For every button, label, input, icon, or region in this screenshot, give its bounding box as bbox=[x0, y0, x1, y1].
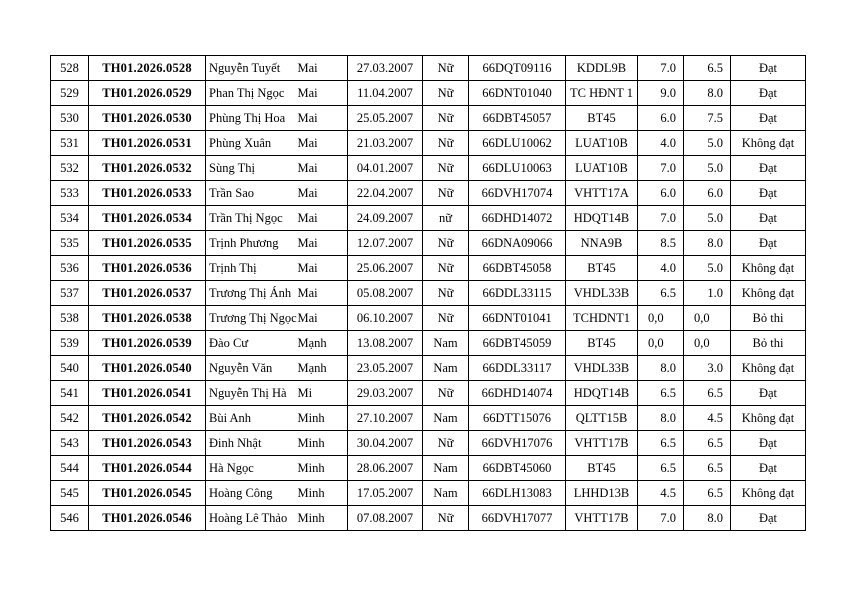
table-row bbox=[51, 281, 806, 306]
cell-row-number: 546 bbox=[51, 506, 89, 531]
cell-row-number: 535 bbox=[51, 231, 89, 256]
cell-student-code: 66DBT45058 bbox=[469, 256, 566, 281]
cell-given-name: Mai bbox=[296, 281, 348, 306]
table-row bbox=[51, 81, 806, 106]
cell-class-code: BT45 bbox=[566, 106, 638, 131]
cell-date-of-birth: 13.08.2007 bbox=[348, 331, 423, 356]
cell-gender: Nữ bbox=[423, 256, 469, 281]
cell-family-name: Phùng Xuân bbox=[206, 131, 296, 156]
cell-row-number: 538 bbox=[51, 306, 89, 331]
cell-family-name: Nguyễn Văn bbox=[206, 356, 296, 381]
cell-class-code: TCHDNT1 bbox=[566, 306, 638, 331]
cell-given-name: Mai bbox=[296, 56, 348, 81]
cell-candidate-id: TH01.2026.0538 bbox=[89, 306, 206, 331]
table-row bbox=[51, 306, 806, 331]
cell-student-code: 66DDL33117 bbox=[469, 356, 566, 381]
table-row bbox=[51, 256, 806, 281]
cell-gender: Nữ bbox=[423, 106, 469, 131]
table-row bbox=[51, 431, 806, 456]
cell-candidate-id: TH01.2026.0540 bbox=[89, 356, 206, 381]
cell-student-code: 66DTT15076 bbox=[469, 406, 566, 431]
table-row bbox=[51, 106, 806, 131]
cell-gender: Nữ bbox=[423, 56, 469, 81]
cell-gender: Nữ bbox=[423, 281, 469, 306]
cell-gender: Nữ bbox=[423, 156, 469, 181]
cell-date-of-birth: 22.04.2007 bbox=[348, 181, 423, 206]
cell-gender: Nữ bbox=[423, 231, 469, 256]
cell-gender: nữ bbox=[423, 206, 469, 231]
cell-student-code: 66DHD14072 bbox=[469, 206, 566, 231]
cell-family-name: Đinh Nhật bbox=[206, 431, 296, 456]
cell-student-code: 66DHD14074 bbox=[469, 381, 566, 406]
cell-gender: Nam bbox=[423, 356, 469, 381]
cell-result: Không đạt bbox=[731, 131, 806, 156]
cell-given-name: Mạnh bbox=[296, 356, 348, 381]
cell-class-code: VHDL33B bbox=[566, 356, 638, 381]
cell-result: Đạt bbox=[731, 156, 806, 181]
cell-date-of-birth: 27.03.2007 bbox=[348, 56, 423, 81]
cell-class-code: BT45 bbox=[566, 256, 638, 281]
cell-date-of-birth: 17.05.2007 bbox=[348, 481, 423, 506]
cell-gender: Nữ bbox=[423, 381, 469, 406]
cell-gender: Nữ bbox=[423, 431, 469, 456]
cell-result: Đạt bbox=[731, 106, 806, 131]
cell-candidate-id: TH01.2026.0532 bbox=[89, 156, 206, 181]
cell-gender: Nam bbox=[423, 481, 469, 506]
cell-candidate-id: TH01.2026.0536 bbox=[89, 256, 206, 281]
cell-date-of-birth: 29.03.2007 bbox=[348, 381, 423, 406]
cell-result: Đạt bbox=[731, 381, 806, 406]
cell-score-1: 8.0 bbox=[638, 406, 684, 431]
cell-family-name: Nguyễn Tuyết bbox=[206, 56, 296, 81]
cell-class-code: VHTT17B bbox=[566, 431, 638, 456]
cell-score-1: 6.5 bbox=[638, 381, 684, 406]
cell-score-2: 5.0 bbox=[684, 156, 731, 181]
cell-given-name: Mai bbox=[296, 81, 348, 106]
table-row bbox=[51, 56, 806, 81]
cell-score-2: 8.0 bbox=[684, 231, 731, 256]
cell-score-2: 6.5 bbox=[684, 381, 731, 406]
cell-class-code: VHTT17A bbox=[566, 181, 638, 206]
cell-student-code: 66DVH17074 bbox=[469, 181, 566, 206]
cell-row-number: 530 bbox=[51, 106, 89, 131]
cell-given-name: Minh bbox=[296, 431, 348, 456]
cell-row-number: 539 bbox=[51, 331, 89, 356]
cell-family-name: Bùi Anh bbox=[206, 406, 296, 431]
cell-student-code: 66DQT09116 bbox=[469, 56, 566, 81]
cell-row-number: 533 bbox=[51, 181, 89, 206]
table-row bbox=[51, 181, 806, 206]
cell-candidate-id: TH01.2026.0530 bbox=[89, 106, 206, 131]
cell-result: Đạt bbox=[731, 81, 806, 106]
cell-score-1: 6.5 bbox=[638, 281, 684, 306]
cell-date-of-birth: 25.06.2007 bbox=[348, 256, 423, 281]
cell-student-code: 66DBT45059 bbox=[469, 331, 566, 356]
cell-student-code: 66DVH17077 bbox=[469, 506, 566, 531]
cell-candidate-id: TH01.2026.0541 bbox=[89, 381, 206, 406]
cell-candidate-id: TH01.2026.0539 bbox=[89, 331, 206, 356]
cell-score-1: 6.0 bbox=[638, 106, 684, 131]
cell-score-2: 6.0 bbox=[684, 181, 731, 206]
cell-gender: Nam bbox=[423, 406, 469, 431]
cell-result: Không đạt bbox=[731, 481, 806, 506]
results-table bbox=[50, 55, 806, 531]
cell-date-of-birth: 30.04.2007 bbox=[348, 431, 423, 456]
cell-score-1: 0,0 bbox=[638, 331, 684, 356]
cell-row-number: 532 bbox=[51, 156, 89, 181]
cell-date-of-birth: 24.09.2007 bbox=[348, 206, 423, 231]
cell-score-1: 7.0 bbox=[638, 56, 684, 81]
cell-student-code: 66DNA09066 bbox=[469, 231, 566, 256]
cell-score-2: 8.0 bbox=[684, 506, 731, 531]
cell-given-name: Minh bbox=[296, 456, 348, 481]
cell-family-name: Trần Sao bbox=[206, 181, 296, 206]
table-row bbox=[51, 481, 806, 506]
cell-candidate-id: TH01.2026.0542 bbox=[89, 406, 206, 431]
cell-score-1: 8.5 bbox=[638, 231, 684, 256]
table-row bbox=[51, 331, 806, 356]
cell-gender: Nam bbox=[423, 456, 469, 481]
table-row bbox=[51, 131, 806, 156]
cell-given-name: Minh bbox=[296, 406, 348, 431]
cell-class-code: VHTT17B bbox=[566, 506, 638, 531]
cell-row-number: 537 bbox=[51, 281, 89, 306]
cell-class-code: QLTT15B bbox=[566, 406, 638, 431]
cell-given-name: Mi bbox=[296, 381, 348, 406]
cell-result: Không đạt bbox=[731, 281, 806, 306]
table-row bbox=[51, 356, 806, 381]
cell-student-code: 66DDL33115 bbox=[469, 281, 566, 306]
cell-row-number: 543 bbox=[51, 431, 89, 456]
cell-score-1: 6.5 bbox=[638, 431, 684, 456]
cell-date-of-birth: 07.08.2007 bbox=[348, 506, 423, 531]
table-row bbox=[51, 206, 806, 231]
table-row bbox=[51, 381, 806, 406]
cell-result: Không đạt bbox=[731, 406, 806, 431]
cell-class-code: BT45 bbox=[566, 331, 638, 356]
cell-score-1: 7.0 bbox=[638, 156, 684, 181]
cell-score-2: 1.0 bbox=[684, 281, 731, 306]
cell-family-name: Sùng Thị bbox=[206, 156, 296, 181]
cell-student-code: 66DNT01040 bbox=[469, 81, 566, 106]
cell-candidate-id: TH01.2026.0528 bbox=[89, 56, 206, 81]
cell-result: Đạt bbox=[731, 181, 806, 206]
cell-gender: Nữ bbox=[423, 306, 469, 331]
cell-given-name: Mạnh bbox=[296, 331, 348, 356]
cell-given-name: Mai bbox=[296, 206, 348, 231]
cell-score-2: 0,0 bbox=[684, 331, 731, 356]
cell-family-name: Hoàng Công bbox=[206, 481, 296, 506]
cell-class-code: VHDL33B bbox=[566, 281, 638, 306]
cell-score-2: 6.5 bbox=[684, 481, 731, 506]
cell-score-1: 6.5 bbox=[638, 456, 684, 481]
cell-given-name: Mai bbox=[296, 131, 348, 156]
cell-family-name: Đào Cư bbox=[206, 331, 296, 356]
cell-student-code: 66DBT45060 bbox=[469, 456, 566, 481]
cell-family-name: Trương Thị Ánh bbox=[206, 281, 296, 306]
cell-candidate-id: TH01.2026.0546 bbox=[89, 506, 206, 531]
cell-date-of-birth: 23.05.2007 bbox=[348, 356, 423, 381]
cell-result: Không đạt bbox=[731, 256, 806, 281]
cell-given-name: Minh bbox=[296, 506, 348, 531]
cell-gender: Nữ bbox=[423, 181, 469, 206]
cell-student-code: 66DLU10063 bbox=[469, 156, 566, 181]
cell-result: Bỏ thi bbox=[731, 306, 806, 331]
cell-date-of-birth: 12.07.2007 bbox=[348, 231, 423, 256]
cell-candidate-id: TH01.2026.0534 bbox=[89, 206, 206, 231]
cell-given-name: Mai bbox=[296, 306, 348, 331]
cell-candidate-id: TH01.2026.0544 bbox=[89, 456, 206, 481]
cell-class-code: KDDL9B bbox=[566, 56, 638, 81]
cell-score-2: 8.0 bbox=[684, 81, 731, 106]
cell-score-1: 8.0 bbox=[638, 356, 684, 381]
cell-class-code: BT45 bbox=[566, 456, 638, 481]
cell-score-1: 7.0 bbox=[638, 506, 684, 531]
cell-candidate-id: TH01.2026.0537 bbox=[89, 281, 206, 306]
cell-score-2: 6.5 bbox=[684, 456, 731, 481]
cell-score-1: 6.0 bbox=[638, 181, 684, 206]
cell-date-of-birth: 27.10.2007 bbox=[348, 406, 423, 431]
cell-given-name: Mai bbox=[296, 106, 348, 131]
cell-score-1: 4.0 bbox=[638, 256, 684, 281]
cell-row-number: 544 bbox=[51, 456, 89, 481]
cell-score-2: 3.0 bbox=[684, 356, 731, 381]
cell-gender: Nữ bbox=[423, 506, 469, 531]
cell-given-name: Mai bbox=[296, 181, 348, 206]
cell-row-number: 528 bbox=[51, 56, 89, 81]
cell-student-code: 66DBT45057 bbox=[469, 106, 566, 131]
cell-date-of-birth: 25.05.2007 bbox=[348, 106, 423, 131]
cell-score-1: 9.0 bbox=[638, 81, 684, 106]
cell-date-of-birth: 05.08.2007 bbox=[348, 281, 423, 306]
table-row bbox=[51, 456, 806, 481]
cell-score-1: 0,0 bbox=[638, 306, 684, 331]
cell-score-2: 6.5 bbox=[684, 56, 731, 81]
cell-score-2: 6.5 bbox=[684, 431, 731, 456]
cell-date-of-birth: 21.03.2007 bbox=[348, 131, 423, 156]
cell-family-name: Hoàng Lê Thảo bbox=[206, 506, 296, 531]
cell-result: Đạt bbox=[731, 206, 806, 231]
cell-row-number: 540 bbox=[51, 356, 89, 381]
cell-score-1: 4.0 bbox=[638, 131, 684, 156]
cell-family-name: Trịnh Thị bbox=[206, 256, 296, 281]
cell-row-number: 534 bbox=[51, 206, 89, 231]
cell-date-of-birth: 11.04.2007 bbox=[348, 81, 423, 106]
cell-score-2: 0,0 bbox=[684, 306, 731, 331]
cell-gender: Nam bbox=[423, 331, 469, 356]
cell-student-code: 66DLU10062 bbox=[469, 131, 566, 156]
cell-score-1: 4.5 bbox=[638, 481, 684, 506]
cell-date-of-birth: 04.01.2007 bbox=[348, 156, 423, 181]
cell-row-number: 542 bbox=[51, 406, 89, 431]
cell-result: Đạt bbox=[731, 56, 806, 81]
cell-result: Bỏ thi bbox=[731, 331, 806, 356]
cell-candidate-id: TH01.2026.0535 bbox=[89, 231, 206, 256]
cell-family-name: Trịnh Phương bbox=[206, 231, 296, 256]
cell-date-of-birth: 06.10.2007 bbox=[348, 306, 423, 331]
cell-gender: Nữ bbox=[423, 81, 469, 106]
cell-score-1: 7.0 bbox=[638, 206, 684, 231]
cell-score-2: 5.0 bbox=[684, 256, 731, 281]
cell-class-code: LUAT10B bbox=[566, 156, 638, 181]
cell-row-number: 529 bbox=[51, 81, 89, 106]
cell-candidate-id: TH01.2026.0545 bbox=[89, 481, 206, 506]
table-row bbox=[51, 506, 806, 531]
cell-candidate-id: TH01.2026.0533 bbox=[89, 181, 206, 206]
cell-family-name: Phùng Thị Hoa bbox=[206, 106, 296, 131]
cell-score-2: 7.5 bbox=[684, 106, 731, 131]
cell-candidate-id: TH01.2026.0529 bbox=[89, 81, 206, 106]
cell-family-name: Nguyễn Thị Hà bbox=[206, 381, 296, 406]
cell-result: Đạt bbox=[731, 456, 806, 481]
cell-class-code: NNA9B bbox=[566, 231, 638, 256]
cell-family-name: Phan Thị Ngọc bbox=[206, 81, 296, 106]
cell-result: Đạt bbox=[731, 431, 806, 456]
cell-result: Không đạt bbox=[731, 356, 806, 381]
table-row bbox=[51, 231, 806, 256]
cell-candidate-id: TH01.2026.0543 bbox=[89, 431, 206, 456]
cell-given-name: Mai bbox=[296, 156, 348, 181]
cell-family-name: Hà Ngọc bbox=[206, 456, 296, 481]
cell-result: Đạt bbox=[731, 231, 806, 256]
cell-score-2: 5.0 bbox=[684, 206, 731, 231]
cell-gender: Nữ bbox=[423, 131, 469, 156]
cell-student-code: 66DNT01041 bbox=[469, 306, 566, 331]
cell-class-code: HDQT14B bbox=[566, 381, 638, 406]
cell-given-name: Minh bbox=[296, 481, 348, 506]
cell-student-code: 66DLH13083 bbox=[469, 481, 566, 506]
cell-class-code: HDQT14B bbox=[566, 206, 638, 231]
cell-result: Đạt bbox=[731, 506, 806, 531]
cell-given-name: Mai bbox=[296, 231, 348, 256]
cell-score-2: 4.5 bbox=[684, 406, 731, 431]
cell-family-name: Trần Thị Ngọc bbox=[206, 206, 296, 231]
cell-candidate-id: TH01.2026.0531 bbox=[89, 131, 206, 156]
cell-date-of-birth: 28.06.2007 bbox=[348, 456, 423, 481]
cell-class-code: LHHD13B bbox=[566, 481, 638, 506]
cell-score-2: 5.0 bbox=[684, 131, 731, 156]
cell-given-name: Mai bbox=[296, 256, 348, 281]
cell-student-code: 66DVH17076 bbox=[469, 431, 566, 456]
table-row bbox=[51, 406, 806, 431]
results-table-body bbox=[51, 56, 806, 531]
cell-family-name: Trương Thị Ngọc bbox=[206, 306, 296, 331]
cell-row-number: 545 bbox=[51, 481, 89, 506]
table-row bbox=[51, 156, 806, 181]
cell-row-number: 531 bbox=[51, 131, 89, 156]
cell-row-number: 541 bbox=[51, 381, 89, 406]
cell-class-code: LUAT10B bbox=[566, 131, 638, 156]
cell-row-number: 536 bbox=[51, 256, 89, 281]
cell-class-code: TC HĐNT 1 bbox=[566, 81, 638, 106]
